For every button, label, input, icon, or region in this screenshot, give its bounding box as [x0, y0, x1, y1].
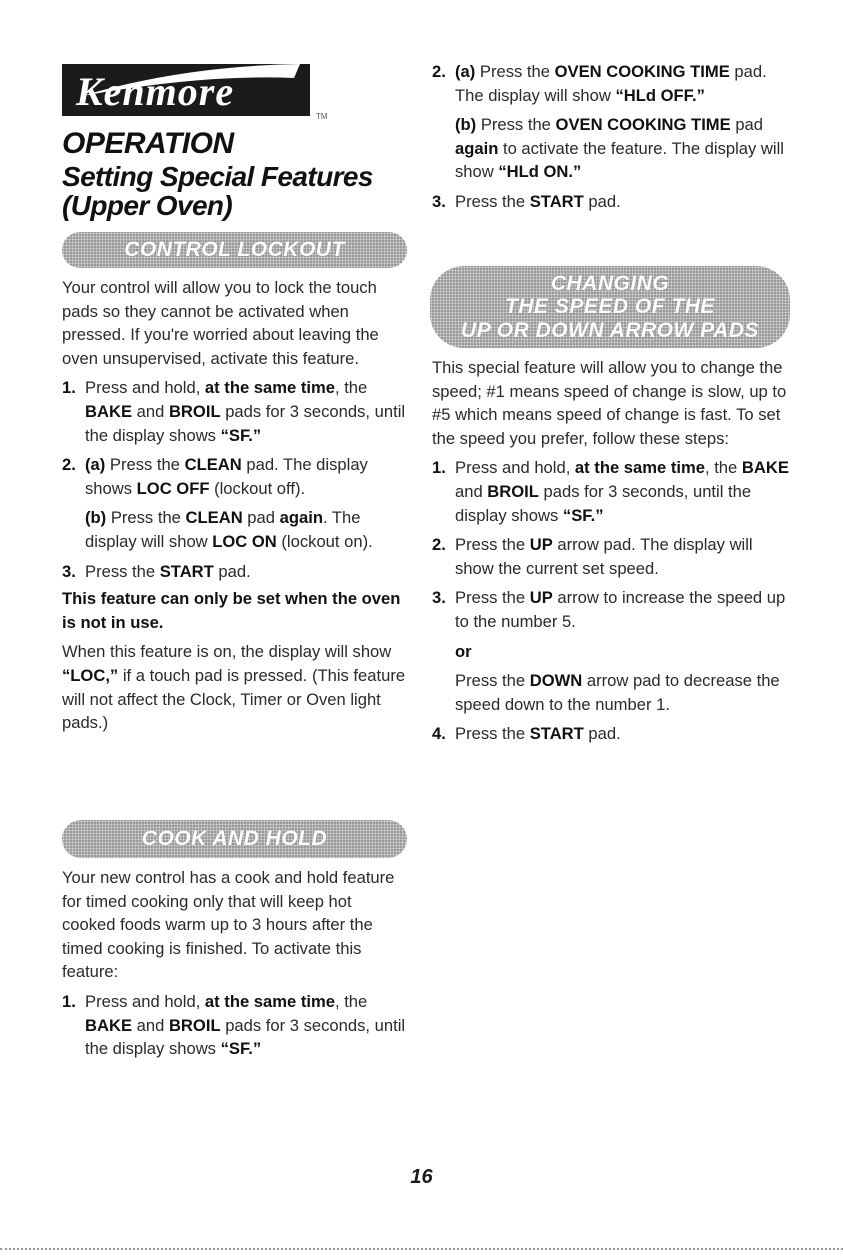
step-number: 1. — [62, 378, 76, 398]
speed-banner-line2: THE SPEED OF THE — [505, 295, 715, 319]
step-emphasis: OVEN COOKING TIME — [555, 115, 731, 135]
page-title-line2: (Upper Oven) — [62, 190, 233, 222]
kenmore-logo — [62, 60, 328, 121]
control-lockout-step-1 — [62, 376, 407, 447]
speed-banner-line3: UP OR DOWN ARROW PADS — [461, 318, 759, 342]
speed-or: or — [455, 641, 472, 661]
step-emphasis: BROIL — [487, 481, 539, 501]
step-text: and — [455, 481, 488, 501]
step-number: 1. — [432, 458, 446, 478]
step-text: pad. — [213, 561, 251, 581]
step-text: arrow pad. The display will show the current set speed. — [455, 535, 753, 578]
control-lockout-step-2a — [62, 453, 407, 500]
step-text: and — [132, 401, 169, 421]
step-emphasis: BAKE — [85, 401, 133, 421]
step-emphasis: UP — [529, 535, 553, 555]
speed-section — [432, 356, 792, 746]
step-emphasis: START — [529, 724, 584, 744]
step-text: Press the — [105, 455, 185, 475]
step-text: Press the — [455, 535, 530, 555]
step-text: . The display will show — [85, 508, 361, 551]
step-text: Press the — [455, 588, 530, 608]
step-number: 3. — [62, 561, 76, 581]
step-emphasis: BROIL — [168, 1015, 221, 1035]
cook-and-hold-section-left — [62, 866, 407, 1061]
logo-trademark: TM — [316, 112, 328, 121]
step-emphasis: at the same time — [574, 458, 705, 478]
step-number: 3. — [432, 191, 446, 211]
speed-intro: This special feature will allow you to change the speed; #1 means speed of change is slow, up to #5 which means speed of change is fast. To set the speed you prefer, follow these steps: — [432, 358, 787, 448]
page-title — [62, 162, 373, 221]
page-bottom-rule — [0, 1248, 843, 1250]
step-text: , the — [704, 458, 742, 478]
step-emphasis: LOC ON — [212, 531, 277, 551]
cook-and-hold-step-2b — [432, 113, 792, 184]
step-emphasis: START — [529, 191, 584, 211]
step-text: pads for 3 seconds, until the display shows — [455, 481, 752, 525]
control-lockout-section — [62, 276, 407, 735]
step-number: 2. — [432, 535, 446, 555]
cook-and-hold-banner-label: COOK AND HOLD — [141, 827, 328, 851]
step-text: Press the — [455, 191, 530, 211]
speed-step-3b — [432, 669, 792, 716]
step-text: Press the — [455, 724, 530, 744]
cook-and-hold-banner — [62, 820, 407, 858]
step-emphasis: UP — [529, 588, 553, 608]
step-emphasis: CLEAN — [184, 455, 242, 475]
step-emphasis: DOWN — [529, 671, 583, 691]
step-emphasis: “SF.” — [220, 1039, 262, 1059]
speed-step-4 — [432, 722, 792, 746]
step-emphasis: BROIL — [168, 401, 221, 421]
step-number: 3. — [432, 588, 446, 608]
step-label: (a) — [85, 455, 106, 475]
step-emphasis: CLEAN — [185, 508, 243, 528]
step-emphasis: START — [159, 561, 214, 581]
step-text: , the — [334, 991, 368, 1011]
cook-and-hold-step-1 — [62, 990, 407, 1061]
step-text: arrow pad to decrease the speed down to the number 1. — [455, 671, 780, 714]
step-label: (b) — [455, 115, 477, 135]
step-emphasis: “SF.” — [562, 505, 604, 525]
control-lockout-note — [62, 640, 407, 734]
note-text: When this feature is on, the display will show — [62, 642, 392, 662]
step-text: Press the — [475, 62, 555, 81]
logo-wordmark: Kenmore — [76, 69, 235, 114]
section-heading: OPERATION — [62, 127, 234, 160]
speed-banner — [430, 266, 790, 348]
note-text: if a touch pad is pressed. (This feature will not affect the Clock, Timer or Oven light pads.) — [62, 665, 406, 733]
step-text: arrow to increase the speed up to the number 5. — [455, 588, 786, 631]
step-emphasis: OVEN COOKING TIME — [554, 62, 730, 81]
step-label: (a) — [455, 62, 476, 81]
step-text: pad. The display will show — [455, 62, 767, 105]
step-text: Press the — [106, 508, 186, 528]
step-text: Press the — [85, 561, 160, 581]
speed-step-3 — [432, 586, 792, 633]
step-text: pads for 3 seconds, until the display shows — [85, 401, 406, 445]
step-emphasis: “HLd ON.” — [498, 162, 582, 182]
control-lockout-intro: Your control will allow you to lock the touch pads so they cannot be activated when pressed. If you're worried about leaving the oven unsupervised, activate this feature. — [62, 278, 379, 368]
cook-and-hold-intro: Your new control has a cook and hold feature for timed cooking only that will keep hot cooked foods warm up to 3 hours after the timed cooking is finished. To activate this feature: — [62, 868, 395, 982]
step-label: (b) — [85, 508, 107, 528]
step-text: (lockout on). — [276, 531, 373, 551]
step-number: 2. — [432, 62, 446, 81]
step-text: pads for 3 seconds, until the display shows — [85, 1015, 406, 1059]
step-text: (lockout off). — [209, 478, 306, 498]
cook-and-hold-section-right — [432, 60, 792, 214]
step-text: Press and hold, — [85, 991, 205, 1011]
step-emphasis: LOC OFF — [136, 478, 210, 498]
step-text: pad — [730, 115, 763, 135]
step-emphasis: at the same time — [204, 378, 335, 398]
step-text: Press and hold, — [455, 458, 575, 478]
step-text: Press the — [455, 671, 530, 691]
control-lockout-step-2b — [62, 506, 407, 553]
step-text: and — [132, 1015, 169, 1035]
cook-and-hold-step-2a — [432, 60, 792, 107]
step-text: , the — [334, 378, 368, 398]
speed-banner-line1: CHANGING — [550, 271, 670, 295]
step-emphasis: BAKE — [741, 458, 789, 478]
step-emphasis: again — [455, 138, 499, 158]
step-emphasis: “HLd OFF.” — [615, 85, 705, 105]
control-lockout-step-3 — [62, 560, 407, 584]
control-lockout-banner — [62, 232, 407, 268]
step-text: pad. — [583, 191, 621, 211]
note-emphasis: “LOC,” — [62, 665, 119, 685]
page-number: 16 — [410, 1166, 433, 1188]
step-text: to activate the feature. The display will show — [455, 138, 784, 182]
step-emphasis: “SF.” — [220, 425, 262, 445]
step-text: pad — [242, 508, 280, 528]
step-emphasis: at the same time — [204, 991, 335, 1011]
step-number: 4. — [432, 724, 446, 744]
step-emphasis: BAKE — [85, 1015, 133, 1035]
page-title-line1: Setting Special Features — [62, 161, 373, 192]
cook-and-hold-step-3 — [432, 190, 792, 214]
step-text: pad. — [583, 724, 621, 744]
step-text: Press the — [476, 115, 556, 135]
control-lockout-banner-label: CONTROL LOCKOUT — [124, 238, 345, 262]
step-number: 2. — [62, 455, 76, 475]
control-lockout-note-bold: This feature can only be set when the oven is not in use. — [62, 589, 401, 632]
step-emphasis: again — [279, 508, 323, 528]
step-text: pad. The display shows — [85, 455, 368, 498]
speed-step-1 — [432, 456, 792, 527]
step-number: 1. — [62, 991, 76, 1011]
speed-step-2 — [432, 533, 792, 580]
step-text: Press and hold, — [85, 378, 205, 398]
